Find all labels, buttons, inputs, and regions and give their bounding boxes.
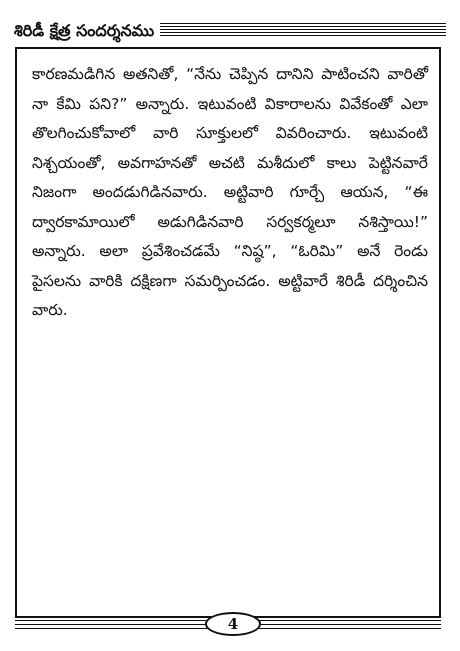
body-text — [32, 60, 428, 326]
body-paragraph: కారణమడిగిన అతనితో, “నేను చెప్పిన దానిని పాటించని వారితో నా కేమి పని?” అన్నారు. ఇటువంటి వికారాలను వివేకంతో ఎలా తొలగించుకోవాలో వారి సూక్తులలో వివరించారు. ఇటువంటి నిశ్చయంతో, అవగాహనతో అచటి మశీదులో కాలు పెట్టినవారే నిజంగా అందడుగిడినవారు. అట్టివారి గూర్చే ఆయన, “ఈ ద్వారకామాయిలో అడుగిడినవారి సర్వకర్మలూ నశిస్తాయి!” అన్నారు. అలా ప్రవేశించడమే “నిష్ఠ”, “ఓరిమి” అనే రెండు పైసలను వారికి దక్షిణగా సమర్పించడం. అట్టివారే శిరిడీ దర్శించిన వారు. — [32, 65, 428, 319]
header-title: శిరిడీ క్షేత్ర సందర్శనము — [14, 18, 160, 44]
page-number: 4 — [205, 612, 261, 636]
page-header — [14, 18, 446, 44]
